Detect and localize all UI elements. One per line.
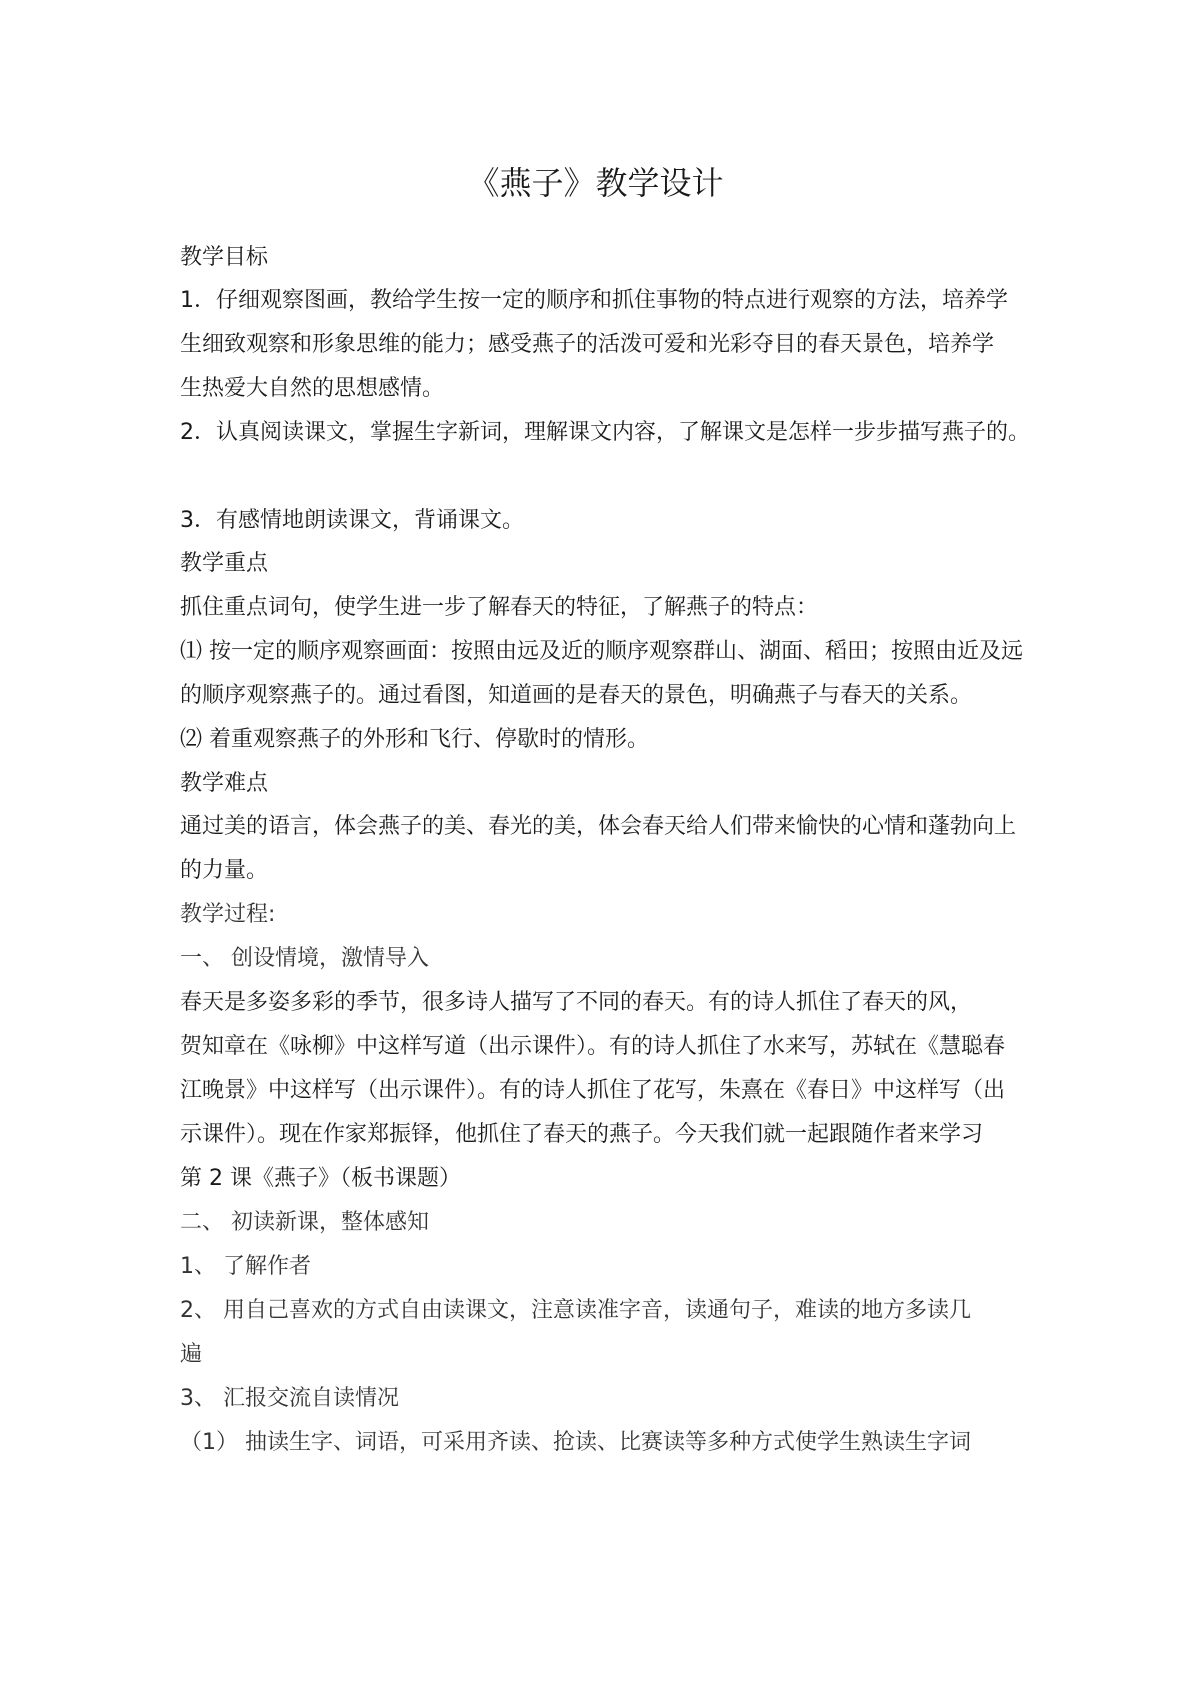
key-point-2-line: ⑵ 着重观察燕子的外形和飞行、停歇时的情形。 (180, 727, 649, 752)
key-point-1-line-2: 的顺序观察燕子的。通过看图，知道画的是春天的景色，明确燕子与春天的关系。 (180, 683, 973, 708)
goal-1-line-2: 生细致观察和形象思维的能力；感受燕子的活泼可爱和光彩夺目的春天景色，培养学 (180, 332, 995, 357)
document-title: 《燕子》教学设计 (467, 164, 724, 202)
section-1-paragraph-line-3: 江晚景》中这样写（出示课件）。有的诗人抓住了花写，朱熹在《春日》中这样写（出 (180, 1078, 1006, 1103)
section-2-heading: 二、 初读新课，整体感知 (180, 1210, 429, 1235)
section-2-item-2-line-2: 遍 (180, 1342, 203, 1367)
goal-1-line-1: 1．仔细观察图画，教给学生按一定的顺序和抓住事物的特点进行观察的方法，培养学 (180, 288, 1008, 313)
difficulty-line-1: 通过美的语言，体会燕子的美、春光的美，体会春天给人们带来愉快的心情和蓬勃向上 (180, 814, 1017, 839)
section-1-paragraph-line-4: 示课件）。现在作家郑振铎，他抓住了春天的燕子。今天我们就一起跟随作者来学习 (180, 1122, 984, 1147)
section-1-paragraph-line-5: 第 2 课《燕子》（板书课题） (180, 1166, 461, 1191)
section-2-subitem-1: （1） 抽读生字、词语，可采用齐读、抢读、比赛读等多种方式使学生熟读生字词 (180, 1430, 971, 1455)
section-1-paragraph-line-1: 春天是多姿多彩的季节，很多诗人描写了不同的春天。有的诗人抓住了春天的风， (180, 990, 973, 1015)
goal-3-line: 3．有感情地朗读课文，背诵课文。 (180, 508, 524, 533)
section-2-item-2-line-1: 2、 用自己喜欢的方式自由读课文，注意读准字音，读通句子，难读的地方多读几 (180, 1298, 971, 1323)
key-point-1-line-1: ⑴ 按一定的顺序观察画面：按照由远及近的顺序观察群山、湖面、稻田；按照由近及远 (180, 639, 1023, 664)
heading-key-points: 教学重点 (180, 551, 269, 576)
heading-teaching-process: 教学过程: (180, 902, 276, 927)
heading-teaching-goals: 教学目标 (180, 245, 269, 270)
section-2-item-1: 1、 了解作者 (180, 1254, 311, 1279)
section-1-paragraph-line-2: 贺知章在《咏柳》中这样写道（出示课件）。有的诗人抓住了水来写，苏轼在《慧聪春 (180, 1034, 1006, 1059)
section-1-heading: 一、 创设情境，激情导入 (180, 946, 429, 971)
difficulty-line-2: 的力量。 (180, 858, 269, 883)
heading-difficulties: 教学难点 (180, 771, 269, 796)
goal-2-line: 2．认真阅读课文，掌握生字新词，理解课文内容，了解课文是怎样一步步描写燕子的。 (180, 420, 1030, 445)
key-points-intro: 抓住重点词句，使学生进一步了解春天的特征，了解燕子的特点： (180, 595, 819, 620)
goal-1-line-3: 生热爱大自然的思想感情。 (180, 376, 445, 401)
section-2-item-3: 3、 汇报交流自读情况 (180, 1386, 399, 1411)
